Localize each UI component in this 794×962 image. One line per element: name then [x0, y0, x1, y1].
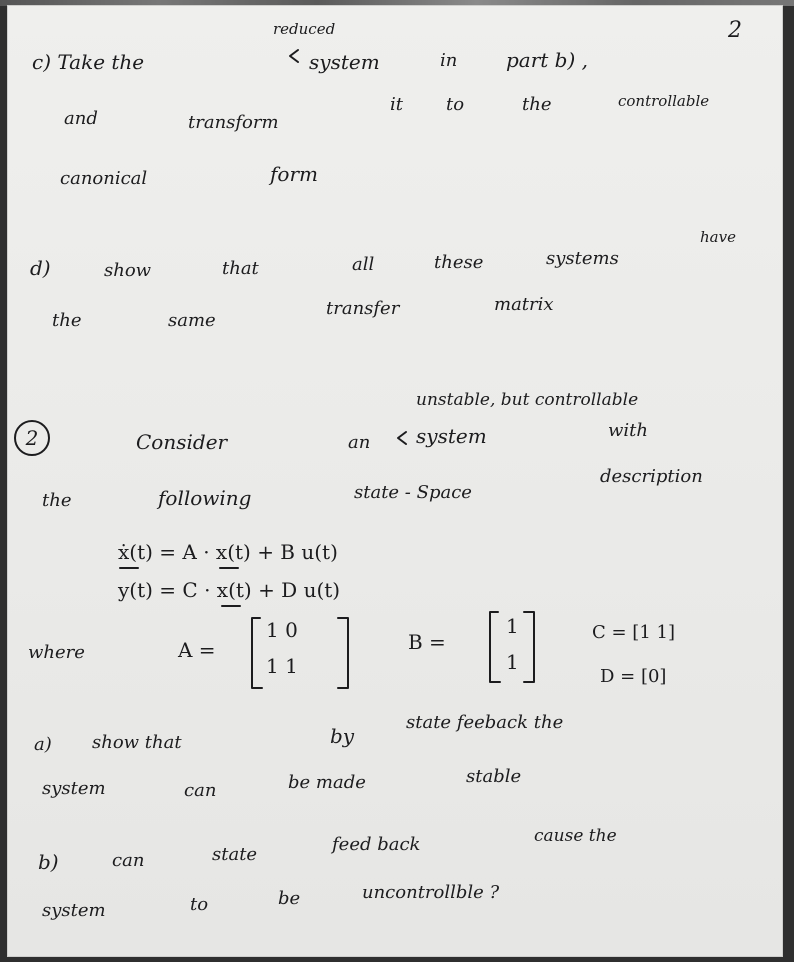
state-equation: ẋ(t) = A · x(t) + B u(t): [118, 540, 338, 564]
page-number: 2: [728, 18, 742, 43]
b-line2-uncontrollable: uncontrollble ?: [362, 882, 500, 903]
d-line2-the: the: [52, 310, 82, 331]
question-number: 2: [25, 426, 39, 450]
a-line2-stable: stable: [466, 766, 522, 787]
b-line2-be: be: [278, 888, 301, 909]
where-label: where: [28, 642, 85, 663]
a-line1-label: a): [34, 734, 52, 755]
q2-line1-consider: Consider: [136, 430, 228, 454]
q2-line2-description: description: [600, 466, 703, 487]
matrix-b-row2: 1: [506, 650, 519, 674]
c-line2-it: it: [390, 94, 403, 115]
matrix-a-left-bracket: [252, 618, 262, 688]
c-line2-and: and: [64, 108, 98, 129]
caret-insert-reduced: reduced: [273, 20, 336, 38]
c-line2-the: the: [522, 94, 552, 115]
b-line1-causethe: cause the: [534, 826, 617, 846]
matrix-b-row1: 1: [506, 614, 519, 638]
a-line1-statefeedback: state feeback the: [406, 712, 564, 733]
a-line2-system: system: [42, 778, 106, 799]
handwritten-page: [8, 6, 782, 956]
a-line2-bemade: be made: [288, 772, 366, 793]
d-line1-label: d): [30, 256, 51, 280]
d-line2-transfer: transfer: [326, 298, 400, 319]
q2-line1-an: an: [348, 432, 371, 453]
q2-line1-with: with: [608, 420, 648, 441]
d-line1-all: all: [352, 254, 375, 275]
b-line1-state: state: [212, 844, 258, 865]
caret-insert-unstable: unstable, but controllable: [416, 390, 639, 410]
matrix-a-row1: 1 0: [266, 618, 298, 642]
ink-strokes: [8, 6, 782, 956]
caret-mark-q2: [398, 432, 406, 444]
d-line1-systems: systems: [546, 248, 619, 269]
matrix-b-right-bracket: [524, 612, 534, 682]
c-line2-controllable: controllable: [618, 92, 710, 110]
q2-line2-following: following: [158, 486, 252, 510]
c-line1-part: part b) ,: [506, 48, 589, 72]
q2-line2-the: the: [42, 490, 72, 511]
d-line1-show: show: [104, 260, 152, 281]
matrix-a-right-bracket: [338, 618, 348, 688]
caret-mark-c: [290, 50, 298, 62]
matrix-d-definition: D = [0]: [600, 666, 667, 687]
q2-line1-system: system: [416, 424, 487, 448]
b-line2-to: to: [190, 894, 209, 915]
d-line2-same: same: [168, 310, 216, 331]
matrix-b-left-bracket: [490, 612, 500, 682]
c-line2-transform: transform: [188, 112, 279, 133]
a-line1-by: by: [330, 724, 355, 748]
matrix-a-label: A =: [178, 638, 216, 662]
q2-line2-statespace: state - Space: [354, 482, 472, 503]
matrix-a-row2: 1 1: [266, 654, 298, 678]
b-line1-can: can: [112, 850, 145, 871]
c-line2-to: to: [446, 94, 465, 115]
c-line1-in: in: [440, 50, 458, 71]
d-line2-matrix: matrix: [494, 294, 554, 315]
a-line2-can: can: [184, 780, 217, 801]
b-line1-feedback: feed back: [332, 834, 421, 855]
d-line1-have: have: [700, 228, 736, 246]
d-line1-these: these: [434, 252, 484, 273]
c-line1-start: c) Take the: [32, 50, 145, 74]
a-line1-showthat: show that: [92, 732, 182, 753]
d-line1-that: that: [222, 258, 259, 279]
b-line1-label: b): [38, 850, 59, 874]
b-line2-system: system: [42, 900, 106, 921]
matrix-c-definition: C = [1 1]: [592, 622, 675, 643]
output-equation: y(t) = C · x(t) + D u(t): [118, 578, 341, 602]
c-line3-canonical: canonical: [60, 168, 148, 189]
c-line3-form: form: [270, 162, 318, 186]
c-line1-system: system: [309, 50, 380, 74]
matrix-b-label: B =: [408, 630, 446, 654]
